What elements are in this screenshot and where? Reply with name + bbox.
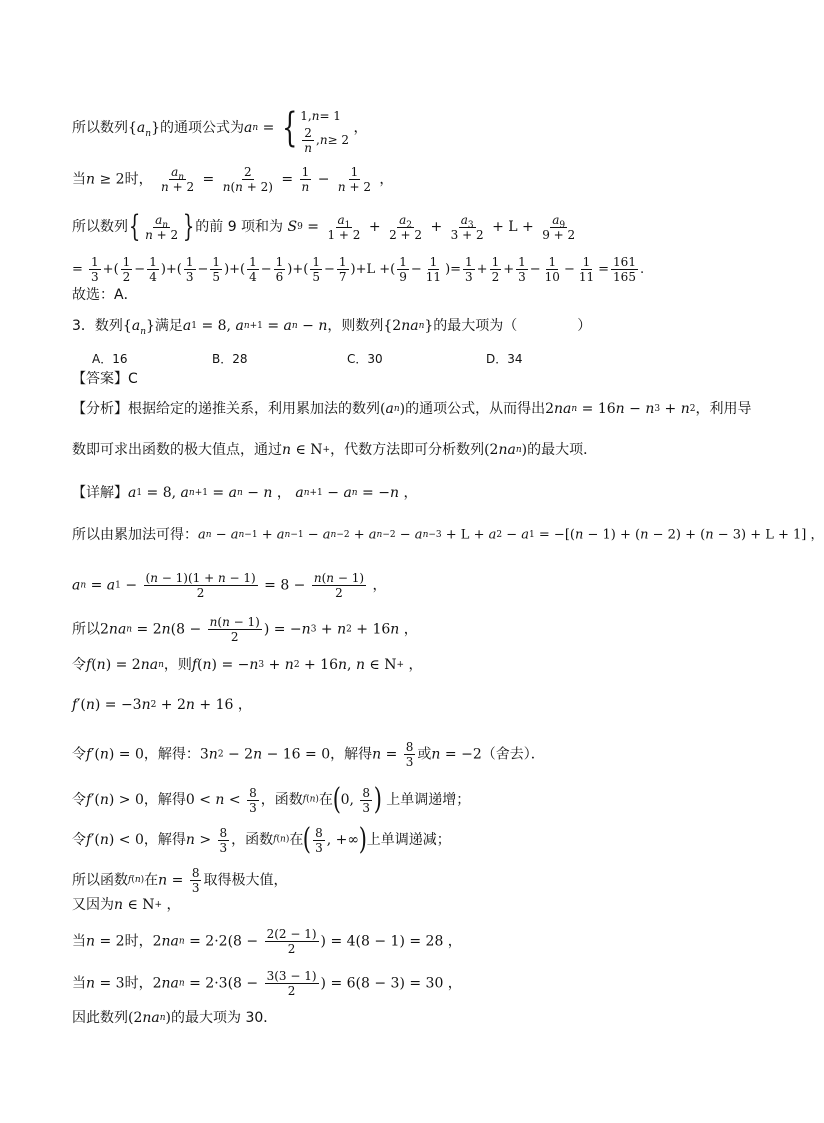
text: 所以函数 bbox=[72, 872, 128, 889]
text: 取得极大值， bbox=[203, 872, 288, 889]
option-b[interactable]: B．28 bbox=[212, 352, 248, 366]
text: 所以 bbox=[72, 621, 100, 638]
text: 的最大项为 30． bbox=[171, 1010, 278, 1026]
accumulation-line: 所以由累加法可得：an − an−1 + an−1 − an−2 + an−2 − an−3 + L + a2 − a1 = −[(n − 1) + (n − 2) + (n − 3) + L + 1] ， bbox=[72, 527, 824, 543]
text: 上单调递增； bbox=[386, 792, 471, 808]
text: ，解得 bbox=[143, 792, 186, 808]
n3-line: 当n = 3时，2nan = 2·3(8 − $\frac{3(3 - 1)}{2}$ ) = 6(8 − 3) = 30 ， bbox=[72, 969, 462, 998]
telescoping-line: = $\frac{1}{3}$ +( $\frac{1}{2}$ − $\frac{1}{4}$ )+( $\frac{1}{3}$ − $\frac{1}{5}$ )+( $\frac{1}{4}$ − $\frac{1}{6}$ )+( $\frac{1}{5}$ − $\frac{1}{7}$ )+L +( $\frac{1}{9}$ − $\frac{1}{11}$ )= $\frac{1}{3}$ + $\frac{1}{2}$ + $\frac{1}{3}$ − $\frac{1}{10}$ − $\frac{1}{11}$ = $\frac{161}{165}$ . bbox=[72, 255, 645, 284]
text: 令 bbox=[72, 657, 86, 673]
n2-line: 当n = 2时，2nan = 2·2(8 − $\frac{2(2 - 1)}{2}$ ) = 4(8 − 1) = 28 ， bbox=[72, 927, 462, 956]
text: 的前 9 项和为 bbox=[195, 219, 284, 235]
text: ，解得 bbox=[330, 746, 373, 763]
text: 所以数列 bbox=[72, 219, 128, 235]
choice-line: 故选：A． bbox=[72, 287, 138, 303]
text: 的最大项． bbox=[527, 442, 598, 458]
option-a[interactable]: A．16 bbox=[92, 352, 128, 366]
decreasing-line: 令f′(n) < 0，解得n > $\frac{8}{3}$ ，函数f(n)在( $\frac{8}{3}$ , +∞)上单调递减； bbox=[72, 822, 451, 857]
text: 当 bbox=[72, 975, 86, 992]
2nan-line: 所以2nan = 2n(8 − $\frac{n(n - 1)}{2}$ ) = −n3 + n2 + 16n ， bbox=[72, 615, 418, 644]
detail-line: 【详解】a1 = 8, an+1 = an − n ， an+1 − an = −n ， bbox=[72, 485, 418, 501]
extreme-line: 所以函数f(n)在n = $\frac{8}{3}$ 取得极大值， bbox=[72, 866, 288, 895]
derivative-line: f′(n) = −3n2 + 2n + 16 ， bbox=[72, 697, 252, 713]
an-formula-line: an = a1 − $\frac{(n - 1)(1 + n - 1)}{2}$ = 8 − $\frac{n(n - 1)}{2}$ ， bbox=[72, 571, 387, 600]
general-term-line: 所以数列$\{a_n\}$的通项公式为an = { 1, n = 1 $\frac{2}{n}$ , n ≥ 2 ， bbox=[72, 105, 368, 155]
s9-line: 所以数列{ $\frac{a_n}{n + 2}$ }的前 9 项和为 S9 = $\frac{a_1}{1 + 2}$ + $\frac{a_2}{2 + 2}$ + $\frac{a_3}{3 + 2}$ + L + $\frac{a_9}{9 + 2}$ bbox=[72, 209, 576, 244]
text: 满足 bbox=[154, 318, 183, 334]
text: 【详解】 bbox=[72, 485, 128, 501]
text: （舍去）． bbox=[481, 746, 545, 763]
function-def-line: 令f(n) = 2nan，则f(n) = −n3 + n2 + 16n, n ∈ N+ ， bbox=[72, 657, 423, 673]
text: ，解得： bbox=[143, 746, 200, 763]
text: ，则 bbox=[163, 657, 192, 673]
option-d[interactable]: D．34 bbox=[486, 352, 523, 366]
text: 所以数列 bbox=[72, 120, 128, 136]
text: 在 bbox=[144, 872, 159, 889]
option-c[interactable]: C．30 bbox=[347, 352, 383, 366]
text: 所以由累加法可得： bbox=[72, 527, 198, 543]
text: 【分析】根据给定的递推关系，利用累加法的数列 bbox=[72, 401, 380, 417]
analysis-line-1: 【分析】根据给定的递推关系，利用累加法的数列(an)的通项公式，从而得出2nan = 16n − n3 + n2，利用导 bbox=[72, 401, 752, 417]
text: ，函数 bbox=[231, 832, 274, 848]
increasing-line: 令f′(n) > 0，解得0 < n < $\frac{8}{3}$ ，函数f(n)在(0, $\frac{8}{3}$ ) 上单调递增； bbox=[72, 782, 471, 817]
text: 的通项公式，从而得出 bbox=[405, 401, 546, 417]
answer-label: 【答案】C bbox=[72, 371, 138, 387]
question-3: 3．数列$\{a_n\}$满足a1 = 8, an+1 = an − n，则数列{2nan}的最大项为（ ） bbox=[72, 318, 592, 337]
text: ，函数 bbox=[260, 792, 303, 808]
text: 在 bbox=[289, 832, 304, 848]
text: 又因为 bbox=[72, 897, 114, 913]
text: 令 bbox=[72, 746, 86, 763]
conclusion-line: 因此数列(2nan)的最大项为 30． bbox=[72, 1010, 278, 1026]
analysis-line-2: 数即可求出函数的极大值点，通过n ∈ N+，代数方法即可分析数列(2nan)的最大项． bbox=[72, 442, 598, 458]
also-line: 又因为n ∈ N+ ， bbox=[72, 897, 181, 913]
text: 当 bbox=[72, 171, 86, 188]
text: ） bbox=[577, 318, 592, 334]
text: 的最大项为（ bbox=[433, 318, 518, 334]
text: ，解得 bbox=[143, 832, 186, 848]
text: 上单调递减； bbox=[366, 832, 451, 848]
text: 时， bbox=[124, 171, 153, 188]
text: 令 bbox=[72, 792, 86, 808]
text: 令 bbox=[72, 832, 86, 848]
text: 因此数列 bbox=[72, 1010, 128, 1026]
text: ，代数方法即可分析数列 bbox=[330, 442, 485, 458]
text: 在 bbox=[318, 792, 333, 808]
text: 3．数列 bbox=[72, 318, 123, 334]
text: 当 bbox=[72, 933, 86, 950]
text: 数即可求出函数的极大值点，通过 bbox=[72, 442, 282, 458]
ratio-line: 当n ≥ 2时， $\frac{a_n}{n + 2}$ = $\frac{2}{n(n + 2)}$ = $\frac{1}{n}$ − $\frac{1}{n + 2}$ ， bbox=[72, 165, 394, 194]
text: 时， bbox=[124, 975, 153, 992]
text: ，则数列 bbox=[327, 318, 384, 334]
text: 或 bbox=[417, 746, 432, 763]
text: ，利用导 bbox=[695, 401, 752, 417]
text: 的通项公式为 bbox=[160, 120, 244, 136]
critical-point-line: 令f′(n) = 0，解得：3n2 − 2n − 16 = 0，解得n = $\frac{8}{3}$ 或n = −2（舍去）． bbox=[72, 740, 545, 769]
text: 时， bbox=[124, 933, 153, 950]
